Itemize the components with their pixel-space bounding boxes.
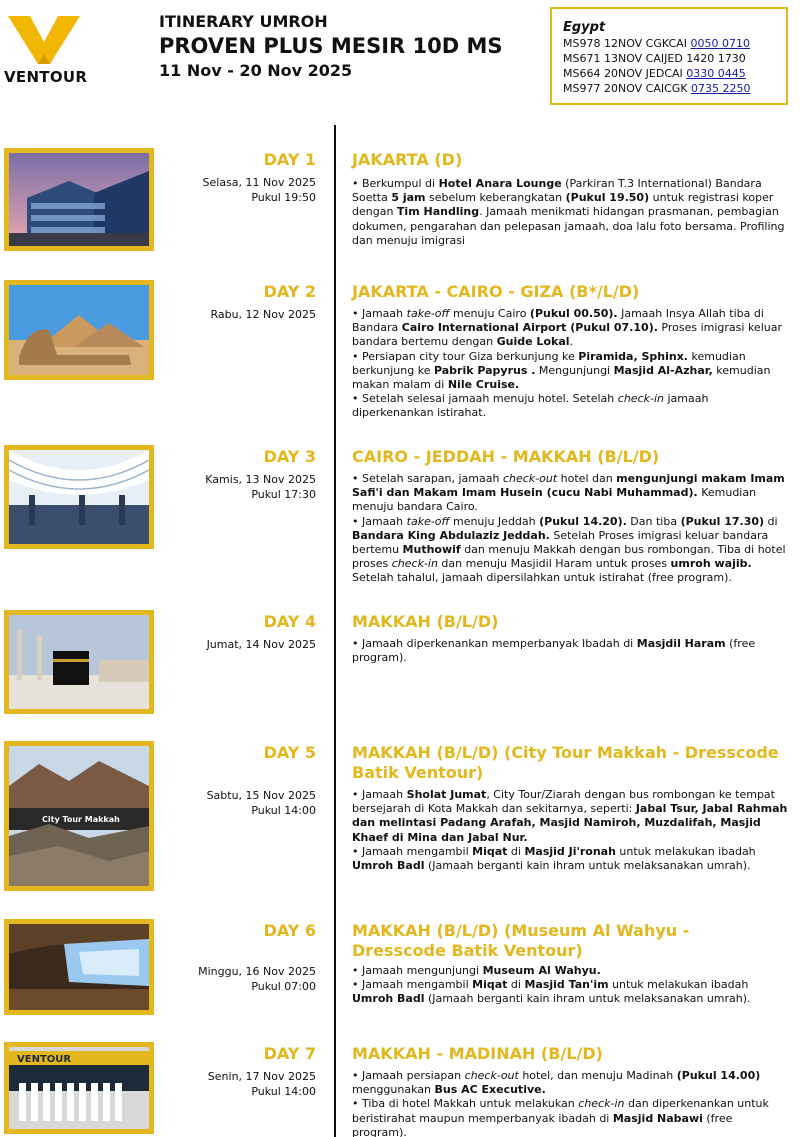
- bold-text: mengunjungi makam Imam Safi'i dan Makam Imam Husein (cucu Nabi Muhammad).: [352, 472, 785, 500]
- hotel-building-icon: [9, 153, 149, 246]
- bold-text: (Pukul 14.00): [676, 1069, 761, 1082]
- day-6-photo: [4, 919, 154, 1015]
- description-paragraph: [352, 392, 790, 420]
- day-description: [352, 1069, 790, 1137]
- flight-text: MS664 20NOV JEDCAI: [563, 67, 687, 80]
- bold-text: Jabal Tsur, Jabal Rahmah dan melintasi Padang Arafah, Masjid Namiroh, Muzdalifah, Masjid Khaef di Mina dan Jabal Nur.: [352, 802, 788, 844]
- bold-text: Bandara King Abdulaziz Jeddah.: [352, 528, 550, 542]
- timeline-divider: [334, 125, 336, 1137]
- text-run: . Jamaah menikmati hidangan prasmanan, pembagian dokumen, pengarahan dan pelepasan jamaah, doa lalu foto bersama. Profiling dan menuju imigrasi: [352, 205, 785, 247]
- day-date-text: Selasa, 11 Nov 2025: [202, 176, 316, 189]
- day-date: [203, 175, 316, 205]
- text-run: dan diperkenankan untuk beristirahat maupun memperbanyak ibadah di: [352, 1097, 769, 1125]
- day-date: [207, 788, 316, 818]
- italic-text: check-in: [617, 392, 664, 406]
- day-3-photo: [4, 445, 154, 549]
- day-date-text: Minggu, 16 Nov 2025: [198, 965, 316, 978]
- bold-text: Hotel Anara Lounge: [438, 177, 562, 190]
- text-run: Dan tiba: [626, 514, 681, 528]
- text-run: untuk melakukan ibadah: [608, 978, 749, 992]
- package-title: PROVEN PLUS MESIR 10D MS: [159, 34, 503, 58]
- italic-text: check-in: [391, 557, 438, 571]
- text-run: Jamaah Insya Allah tiba di Bandara: [352, 307, 764, 335]
- text-run: • Jamaah mengunjungi: [352, 964, 483, 977]
- day-time-text: Pukul 14:00: [251, 1085, 316, 1098]
- day-time-text: Pukul 07:00: [251, 980, 316, 993]
- flight-country: Egypt: [563, 20, 606, 35]
- description-paragraph: [352, 1097, 790, 1137]
- bold-text: Umroh Badl: [352, 992, 425, 1006]
- text-run: (free program).: [352, 637, 756, 665]
- bold-text: Guide Lokal: [496, 335, 570, 349]
- italic-text: check-out: [502, 472, 558, 485]
- museum-icon: [9, 924, 149, 1010]
- flight-text: MS978 12NOV CGKCAI: [563, 37, 691, 50]
- text-run: • Jamaah: [352, 514, 407, 528]
- text-run: Setelah Proses imigrasi keluar bandara bertemu: [352, 528, 769, 557]
- day-date-text: Rabu, 12 Nov 2025: [210, 308, 316, 321]
- text-run: (Jamaah berganti kain ihram untuk melaksanakan umrah).: [424, 859, 751, 873]
- description-paragraph: [352, 350, 790, 393]
- bold-text: Cairo International Airport (Pukul 07.10).: [401, 321, 658, 335]
- text-run: Mengunjungi: [535, 363, 614, 377]
- ventour-logo: [4, 14, 88, 86]
- text-run: • Setelah selesai jamaah menuju hotel. Setelah: [352, 392, 618, 406]
- flight-time-link[interactable]: 0735 2250: [691, 82, 751, 95]
- day-title: MAKKAH - MADINAH (B/L/D): [352, 1044, 603, 1063]
- text-run: • Berkumpul di: [352, 177, 439, 190]
- bold-text: Bus AC Executive.: [434, 1083, 546, 1097]
- bold-text: Masjid Al-Azhar,: [613, 363, 713, 377]
- day-number: DAY 5: [263, 743, 316, 762]
- italic-text: check-out: [464, 1069, 519, 1082]
- day-description: [352, 637, 790, 665]
- day-title: JAKARTA (D): [352, 150, 463, 169]
- text-run: • Persiapan city tour Giza berkunjung ke: [352, 349, 579, 363]
- text-run: Setelah tahalul, jamaah dipersilahkan untuk istirahat (free program).: [352, 571, 732, 585]
- bold-text: Masjid Tan'im: [524, 978, 609, 992]
- photo-caption: VENTOUR: [17, 1054, 72, 1065]
- text-run: untuk registrasi koper dengan: [352, 191, 774, 219]
- flight-line: [563, 51, 786, 66]
- day-5-photo: [4, 741, 154, 891]
- text-run: • Tiba di hotel Makkah untuk melakukan: [352, 1097, 579, 1111]
- flight-text: MS671 13NOV CAIJED 1420 1730: [563, 52, 746, 65]
- text-run: Kemudian menuju bandara Cairo.: [352, 486, 757, 514]
- text-run: menuju Cairo: [449, 307, 530, 320]
- text-run: • Jamaah mengambil: [352, 978, 473, 992]
- day-number: DAY 7: [263, 1044, 316, 1063]
- text-run: (Parkiran T.3 International) Bandara Soetta: [352, 177, 762, 205]
- photo-caption: City Tour Makkah: [42, 815, 120, 824]
- description-paragraph: [352, 307, 790, 350]
- day-description: [352, 472, 790, 586]
- description-paragraph: [352, 1069, 790, 1097]
- flight-info-box: [550, 7, 788, 105]
- flight-time-link[interactable]: 0330 0445: [686, 67, 746, 80]
- itinerary-header: [159, 12, 503, 82]
- bold-text: (Pukul 14.20).: [539, 514, 627, 528]
- day-number: DAY 1: [263, 150, 316, 169]
- text-run: menggunakan: [352, 1083, 435, 1097]
- bus-group-icon: [9, 1047, 149, 1129]
- day-4-photo: [4, 610, 154, 714]
- description-paragraph: [352, 472, 790, 515]
- text-run: Proses imigrasi keluar bandara bertemu dengan: [352, 321, 782, 349]
- sphinx-pyramid-icon: [9, 285, 149, 375]
- text-run: (free program).: [352, 1111, 733, 1137]
- italic-text: check-in: [578, 1097, 625, 1111]
- bold-text: Miqat: [472, 844, 508, 858]
- ventour-v-logo-icon: [4, 14, 84, 66]
- bold-text: umroh wajib.: [670, 557, 752, 571]
- text-run: jamaah diperkenankan istirahat.: [352, 392, 709, 420]
- bold-text: Masjid Ji'ronah: [524, 844, 616, 858]
- day-number: DAY 3: [263, 447, 316, 466]
- day-title: MAKKAH (B/L/D) (Museum Al Wahyu - Dresscode Batik Ventour): [352, 921, 690, 960]
- text-run: sebelum keberangkatan: [425, 191, 566, 205]
- day-date: [198, 964, 316, 994]
- day-title: MAKKAH (B/L/D): [352, 612, 499, 631]
- flight-text: MS977 20NOV CAICGK: [563, 82, 692, 95]
- flight-line: [563, 81, 786, 96]
- text-run: di: [507, 978, 525, 992]
- bold-text: Miqat: [472, 978, 508, 992]
- header-subtitle: ITINERARY UMROH: [159, 12, 328, 31]
- italic-text: take-off: [406, 307, 450, 320]
- kaaba-icon: [9, 615, 149, 709]
- flight-line: [563, 36, 786, 51]
- text-run: • Setelah sarapan, jamaah: [352, 472, 503, 485]
- day-number: DAY 6: [263, 921, 316, 940]
- travel-dates: 11 Nov - 20 Nov 2025: [159, 61, 353, 80]
- text-run: kemudian berkunjung ke: [352, 349, 746, 377]
- day-description: [352, 177, 790, 248]
- bold-text: (Pukul 19.50): [565, 191, 650, 205]
- day-number: DAY 2: [263, 282, 316, 301]
- day-7-photo: [4, 1042, 154, 1134]
- text-run: di: [764, 514, 778, 528]
- description-paragraph: [352, 788, 790, 845]
- description-paragraph: [352, 515, 790, 586]
- text-run: menuju Jeddah: [449, 514, 540, 528]
- description-paragraph: [352, 978, 790, 1006]
- text-run: • Jamaah persiapan: [352, 1069, 465, 1082]
- text-run: untuk melakukan ibadah: [615, 844, 756, 858]
- text-run: di: [507, 844, 525, 858]
- bold-text: Muthowif: [402, 543, 461, 557]
- text-run: (Jamaah berganti kain ihram untuk melaksanakan umrah).: [424, 992, 751, 1006]
- text-run: , City Tour/Ziarah dengan bus rombongan ke tempat bersejarah di Kota Makkah dan sekitarnya, seperti:: [352, 788, 775, 816]
- day-title: CAIRO - JEDDAH - MAKKAH (B/L/D): [352, 447, 660, 466]
- day-date-text: Senin, 17 Nov 2025: [207, 1070, 316, 1083]
- bold-text: Nile Cruise.: [447, 378, 520, 392]
- description-paragraph: [352, 964, 790, 978]
- bold-text: Umroh Badl: [352, 859, 425, 873]
- day-time-text: Pukul 19:50: [251, 191, 316, 204]
- bold-text: Piramida, Sphinx.: [578, 349, 688, 363]
- flight-time-link[interactable]: 0050 0710: [690, 37, 750, 50]
- day-date: [207, 637, 316, 652]
- day-time-text: Pukul 14:00: [251, 804, 316, 817]
- bold-text: Masjdil Haram: [636, 637, 726, 650]
- text-run: • Jamaah mengambil: [352, 844, 473, 858]
- airport-terminal-icon: [9, 450, 149, 544]
- day-date-text: Kamis, 13 Nov 2025: [205, 473, 316, 486]
- day-title: JAKARTA - CAIRO - GIZA (B*/L/D): [352, 282, 640, 301]
- text-run: • Jamaah: [352, 788, 407, 801]
- bold-text: Tim Handling: [396, 205, 480, 219]
- day-date-text: Sabtu, 15 Nov 2025: [206, 789, 316, 802]
- text-run: .: [569, 335, 574, 349]
- brand-name: VENTOUR: [4, 68, 88, 86]
- text-run: • Jamaah: [352, 307, 407, 320]
- text-run: kemudian makan malam di: [352, 363, 771, 392]
- day-date: [210, 307, 316, 322]
- bold-text: Museum Al Wahyu.: [482, 964, 601, 977]
- bold-text: (Pukul 00.50).: [529, 307, 618, 320]
- day-date-text: Jumat, 14 Nov 2025: [206, 638, 316, 651]
- day-date: [208, 1069, 316, 1099]
- day-description: [352, 788, 790, 873]
- text-run: hotel, dan menuju Madinah: [518, 1069, 677, 1082]
- description-paragraph: [352, 177, 790, 248]
- day-description: [352, 307, 790, 421]
- day-time-text: Pukul 17:30: [251, 488, 316, 501]
- day-1-photo: [4, 148, 154, 251]
- bold-text: 5 jam: [391, 191, 426, 205]
- text-run: dan menuju Masjidil Haram untuk proses: [437, 557, 671, 571]
- day-title: MAKKAH (B/L/D) (City Tour Makkah - Dresscode Batik Ventour): [352, 743, 779, 782]
- text-run: dan menuju Makkah dengan bus rombongan. Tiba di hotel proses: [352, 543, 786, 571]
- text-run: hotel dan: [557, 472, 617, 485]
- bold-text: Sholat Jumat: [406, 788, 487, 801]
- description-paragraph: [352, 845, 790, 873]
- day-description: [352, 964, 790, 1007]
- bold-text: Masjid Nabawi: [612, 1111, 703, 1125]
- description-paragraph: [352, 637, 790, 665]
- text-run: • Jamaah diperkenankan memperbanyak Ibadah di: [352, 637, 637, 650]
- bold-text: (Pukul 17.30): [680, 514, 765, 528]
- flight-line: [563, 66, 786, 81]
- day-2-photo: [4, 280, 154, 380]
- day-number: DAY 4: [263, 612, 316, 631]
- day-date: [205, 472, 316, 502]
- mountain-icon: [9, 746, 149, 886]
- italic-text: take-off: [406, 514, 450, 528]
- bold-text: Pabrik Papyrus .: [433, 363, 536, 377]
